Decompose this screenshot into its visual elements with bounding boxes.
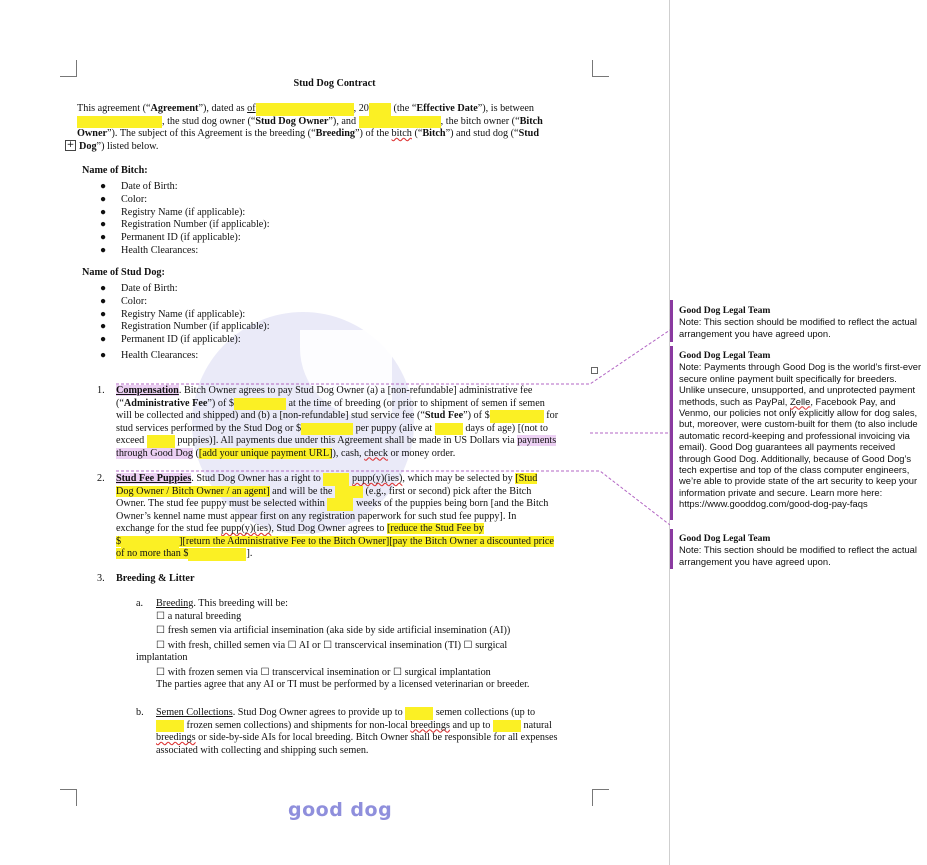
comment-bar bbox=[670, 529, 673, 569]
comment-text: Note: Payments through Good Dog is the world’s first-ever secure online payment built specifically for breeders. Unlike unsecure, unsupported, and unprotected payment methods, such as PayPal, Zelle, Facebook Pay, and Venmo, our policies not only explicitly allow for dog sales, but, moreover, were custom-built for them (to also include automatic record-keeping and professional invoicing via email). Good Dog guarantees all payments received through Good Dog. Additionally, because of Good Dog’s tech expertise and top of the class computer engineers, we’re able to provide state of the art security to keep your information private and secure. Learn more here: https://www.gooddog.com/good-dog-pay-faqs bbox=[679, 361, 922, 510]
section-stud-fee-puppies: Stud Fee Puppies. Stud Dog Owner has a right to pupp(y)(ies), which may be selected by [Stud Dog Owner / Bitch Owner / an agent] and will be the (e.g., first or second) pick after the Bitch Owner. The stud fee puppy must be selected within weeks of the puppies being born [and the Bitch Owner’s kennel name must appear first on any registration paperwork for such stud fee puppy]. In exchange for the stud fee pupp(y)(ies), Stud Dog Owner agrees to [reduce the Stud Fee by $ ][return the Administrative Fee to the Bitch Owner][pay the Bitch Owner a discounted price of no more than $ ]. bbox=[116, 473, 554, 559]
list-item: ● Color: bbox=[100, 295, 148, 307]
comment-author: Good Dog Legal Team bbox=[679, 305, 771, 316]
subsection-semen-collections: Semen Collections. Stud Dog Owner agrees to provide up to semen collections (up to frozen semen collections) and shipments for non-local breedings and up to natural breedings or side-by-side AIs for local breeding. Bitch Owner shall be responsible for all expenses associated with collecting and shipping such semen. bbox=[156, 707, 558, 756]
checkbox[interactable]: ☐ bbox=[463, 639, 473, 651]
comment-bar bbox=[670, 300, 673, 342]
comment-2[interactable] bbox=[679, 350, 925, 510]
comment-text: Note: This section should be modified to reflect the actual arrangement you have agreed upon. bbox=[679, 316, 917, 339]
intro-paragraph: This agreement (“Agreement”), dated as of , 20 (the “Effective Date”), is between , the stud dog owner (“Stud Dog Owner”), and , the bitch owner (“Bitch Owner”). The subject of this Agreement is the breeding (“Breeding”) of the bitch (“Bitch”) and stud dog (“Stud Dog”) listed below. bbox=[77, 103, 543, 152]
document-title: Stud Dog Contract bbox=[293, 78, 376, 89]
comment-connector-3 bbox=[116, 471, 670, 525]
section-breeding-litter-heading: Breeding & Litter bbox=[116, 573, 195, 584]
section-number: 1. bbox=[97, 385, 105, 396]
list-item: ● Registry Name (if applicable): bbox=[100, 308, 246, 320]
list-item: ● Registry Name (if applicable): bbox=[100, 206, 246, 218]
checkbox[interactable]: ☐ bbox=[156, 666, 166, 678]
section-compensation: Compensation. Bitch Owner agrees to pay Stud Dog Owner (a) a [non-refundable] administrative fee (“Administrative Fee”) of $ at the time of breeding (or prior to shipment of semen if semen will be collected and shipped) and (b) a [non-refundable] stud service fee (“Stud Fee”) of $ for stud services performed by the Stud Dog or $ per puppy (alive at days of age) [(not to exceed puppies)]. All payments due under this Agreement shall be made in US Dollars via payments through Good Dog ([add your unique payment URL]), cash, check or money order. bbox=[116, 385, 559, 459]
list-item: ● Date of Birth: bbox=[100, 181, 178, 192]
subsection-label: a. bbox=[136, 598, 144, 609]
section-number: 2. bbox=[97, 473, 105, 484]
list-item: ● Registration Number (if applicable): bbox=[100, 219, 270, 231]
section-number: 3. bbox=[97, 573, 105, 584]
checkbox[interactable]: ☐ bbox=[260, 666, 270, 678]
checkbox[interactable]: ☐ bbox=[392, 666, 403, 678]
checkbox[interactable]: ☐ bbox=[287, 639, 297, 651]
comment-text: Note: This section should be modified to reflect the actual arrangement you have agreed upon. bbox=[679, 544, 917, 567]
name-of-stud-heading: Name of Stud Dog: bbox=[82, 267, 165, 278]
comment-bar bbox=[670, 346, 673, 520]
comment-1[interactable] bbox=[679, 305, 925, 339]
list-item: ● Permanent ID (if applicable): bbox=[100, 334, 241, 346]
checkbox[interactable]: ☐ bbox=[156, 639, 166, 651]
checkbox[interactable]: ☐ bbox=[323, 639, 333, 651]
subsection-label: b. bbox=[136, 707, 144, 718]
list-item: ● Health Clearances: bbox=[100, 349, 199, 361]
subsection-breeding: Breeding. This breeding will be: ☐ a natural breeding ☐ fresh semen via artificial insemination (aka side by side artificial insemination (AI)) ☐ with fresh, chilled semen via ☐ AI or ☐ transcervical insemination (TI) ☐ surgical implantation ☐ with frozen semen via ☐ transcervical insemination or ☐ surgical implantation The parties agree that any AI or TI must be performed by a licensed veterinarian or breeder. bbox=[136, 598, 530, 690]
list-item: ● Date of Birth: bbox=[100, 283, 178, 294]
list-item: ● Color: bbox=[100, 193, 148, 205]
checkbox[interactable]: ☐ bbox=[156, 610, 166, 622]
name-of-bitch-heading: Name of Bitch: bbox=[82, 165, 148, 176]
list-item: ● Health Clearances: bbox=[100, 244, 199, 256]
comment-author: Good Dog Legal Team bbox=[679, 533, 771, 544]
comment-author: Good Dog Legal Team bbox=[679, 350, 771, 361]
table-move-handle-icon[interactable]: + bbox=[66, 140, 75, 150]
comment-connector-1 bbox=[116, 330, 670, 384]
list-item: ● Registration Number (if applicable): bbox=[100, 321, 270, 333]
comment-3[interactable] bbox=[679, 533, 925, 567]
good-dog-logo: good dog bbox=[288, 799, 393, 821]
list-item: ● Permanent ID (if applicable): bbox=[100, 232, 241, 244]
checkbox[interactable]: ☐ bbox=[156, 625, 166, 636]
